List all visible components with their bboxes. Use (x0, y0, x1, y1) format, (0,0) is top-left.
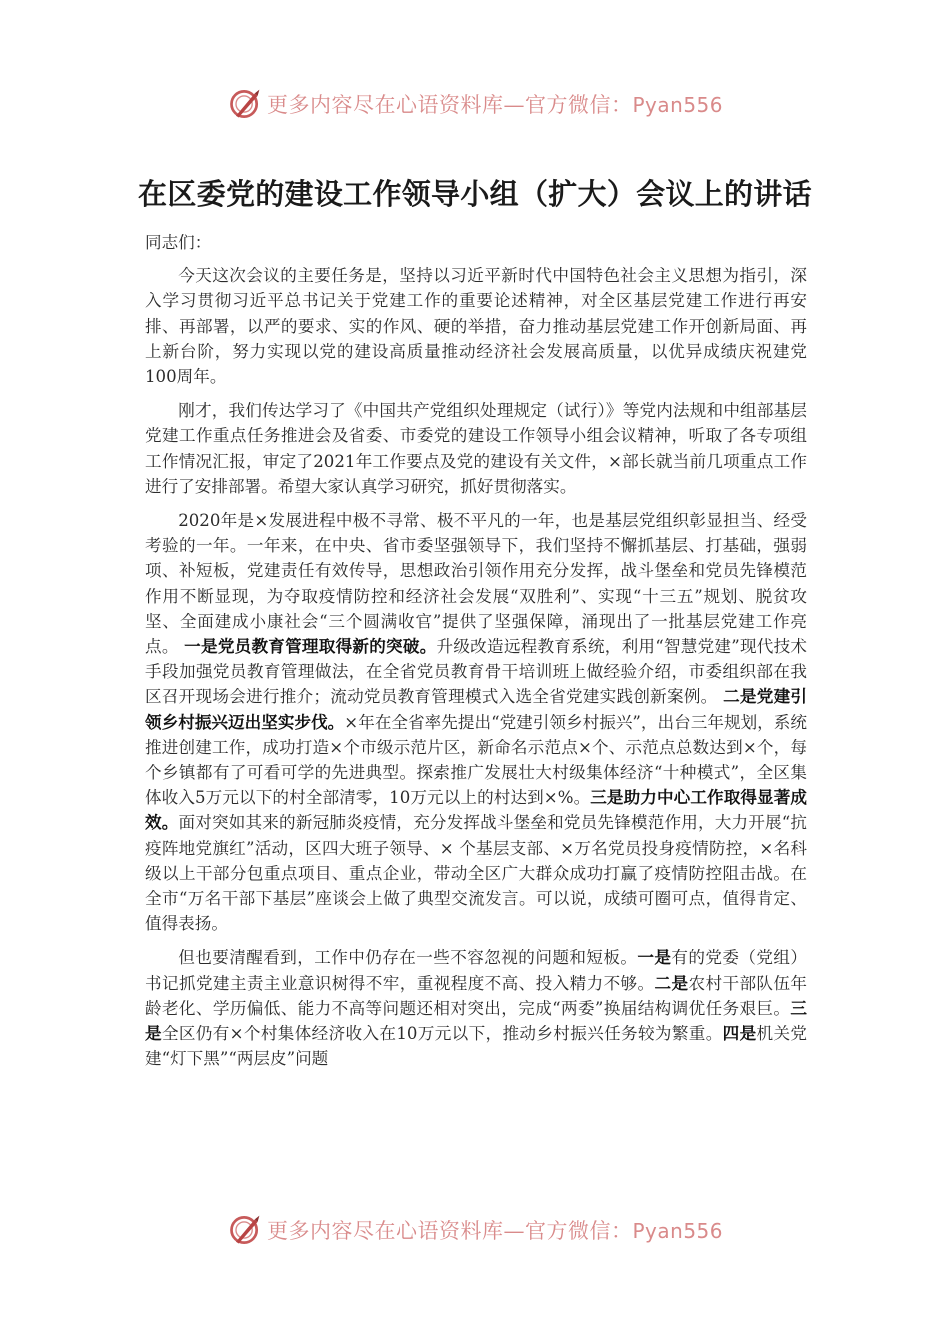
highlight-point-1: 一是党员教育管理取得新的突破。 (184, 636, 437, 657)
paragraph-4-text: 机关党建“灯下黑”“两层皮”问题 (145, 1024, 807, 1069)
header-watermark-banner (0, 82, 950, 126)
paragraph-3-text: 面对突如其来的新冠肺炎疫情，充分发挥战斗堡垒和党员先锋模范作用，大力开展“抗疫阵地党旗红”活动，区四大班子领导、× 个基层支部、×万名党员投身疫情防控，×名科级以上干部分包重点项目、重点企业，带动全区广大群众成功打赢了疫情防控阻击战。在全市“万名干部下基层”座谈会上做了典型交流发言。可以说，成绩可圈可点，值得肯定、值得表扬。 (145, 813, 807, 934)
wechat-id: Pyan556 (632, 93, 723, 117)
paragraph-4-text: 农村干部队伍年龄老化、学历偏低、能力不高等问题还相对突出，完成“两委”换届结构调优任务艰巨。 (145, 973, 807, 1018)
paragraph-4 (145, 945, 807, 1071)
paragraph-3 (145, 508, 807, 936)
paragraph-1: 今天这次会议的主要任务是，坚持以习近平新时代中国特色社会主义思想为指引，深入学习贯彻习近平总书记关于党建工作的重要论述精神，对全区基层党建工作进行再安排、再部署，以严的要求、实的作风、硬的举措，奋力推动基层党建工作开创新局面、再上新台阶，努力实现以党的建设高质量推动经济社会发展高质量，以优异成绩庆祝建党100周年。 (145, 266, 807, 387)
highlight-point-2: 二是党建引领乡村振兴迈出坚实步伐。 (145, 686, 808, 732)
document-body (145, 230, 807, 1081)
paragraph-3-text: ×年在全省率先提出“党建引领乡村振兴”，出台三年规划，系统推进创建工作，成功打造×个市级示范片区，新命名示范点×个、示范点总数达到×个，每个乡镇都有了可看可学的先进典型。探索推广发展壮大村级集体经济“十种模式”，全区集体收入5万元以下的村全部清零，10万元以上的村达到×%。 (145, 712, 807, 808)
banner-text: 更多内容尽在心语资料库—官方微信：Pyan556 (266, 1219, 723, 1243)
banner-text: 更多内容尽在心语资料库—官方微信：Pyan556 (266, 93, 723, 117)
problem-marker-2: 二是 (654, 972, 689, 993)
quill-logo-icon (227, 86, 263, 122)
quill-logo-icon (227, 1212, 263, 1248)
paragraph-2: 刚才，我们传达学习了《中国共产党组织处理规定（试行）》等党内法规和中组部基层党建工作重点任务推进会及省委、市委党的建设工作领导小组会议精神，听取了各专项组工作情况汇报，审定了2021年工作要点及党的建设有关文件，×部长就当前几项重点工作进行了安排部署。希望大家认真学习研究，抓好贯彻落实。 (145, 401, 807, 496)
wechat-id: Pyan556 (632, 1219, 723, 1243)
paragraph-3-text: 2020年是×发展进程中极不寻常、极不平凡的一年，也是基层党组织彰显担当、经受考验的一年。一年来，在中央、省市委坚强领导下，我们坚持不懈抓基层、打基础，强弱项、补短板，党建责任有效传导，思想政治引领作用充分发挥，战斗堡垒和党员先锋模范作用不断显现，为夺取疫情防控和经济社会发展“双胜利”、实现“十三五”规划、脱贫攻坚、全面建成小康社会“三个圆满收官”提供了坚强保障，涌现出了一批基层党建工作亮点。 (145, 511, 807, 657)
paragraph-4-text: 全区仍有×个村集体经济收入在10万元以下，推动乡村振兴任务较为繁重。 (161, 1024, 723, 1044)
footer-watermark-banner (0, 1208, 950, 1252)
salutation: 同志们： (145, 233, 212, 252)
document-title: 在区委党的建设工作领导小组（扩大）会议上的讲话 (138, 177, 812, 211)
paragraph-4-text: 有的党委（党组）书记抓党建主责主业意识树得不牢，重视程度不高、投入精力不够。 (145, 948, 808, 993)
problem-marker-4: 四是 (722, 1023, 757, 1044)
problem-marker-3: 三是 (145, 997, 807, 1044)
problem-marker-1: 一是 (637, 947, 672, 968)
paragraph-4-text: 但也要清醒看到，工作中仍存在一些不容忽视的问题和短板。 (178, 948, 638, 968)
highlight-point-3: 三是助力中心工作取得显著成效。 (145, 787, 808, 833)
paragraph-3-text: 升级改造远程教育系统，利用“智慧党建”现代技术手段加强党员教育管理做法，在全省党员教育骨干培训班上做经验介绍，市委组织部在我区召开现场会进行推介；流动党员教育管理模式入选全省党建实践创新案例。 (145, 637, 808, 707)
